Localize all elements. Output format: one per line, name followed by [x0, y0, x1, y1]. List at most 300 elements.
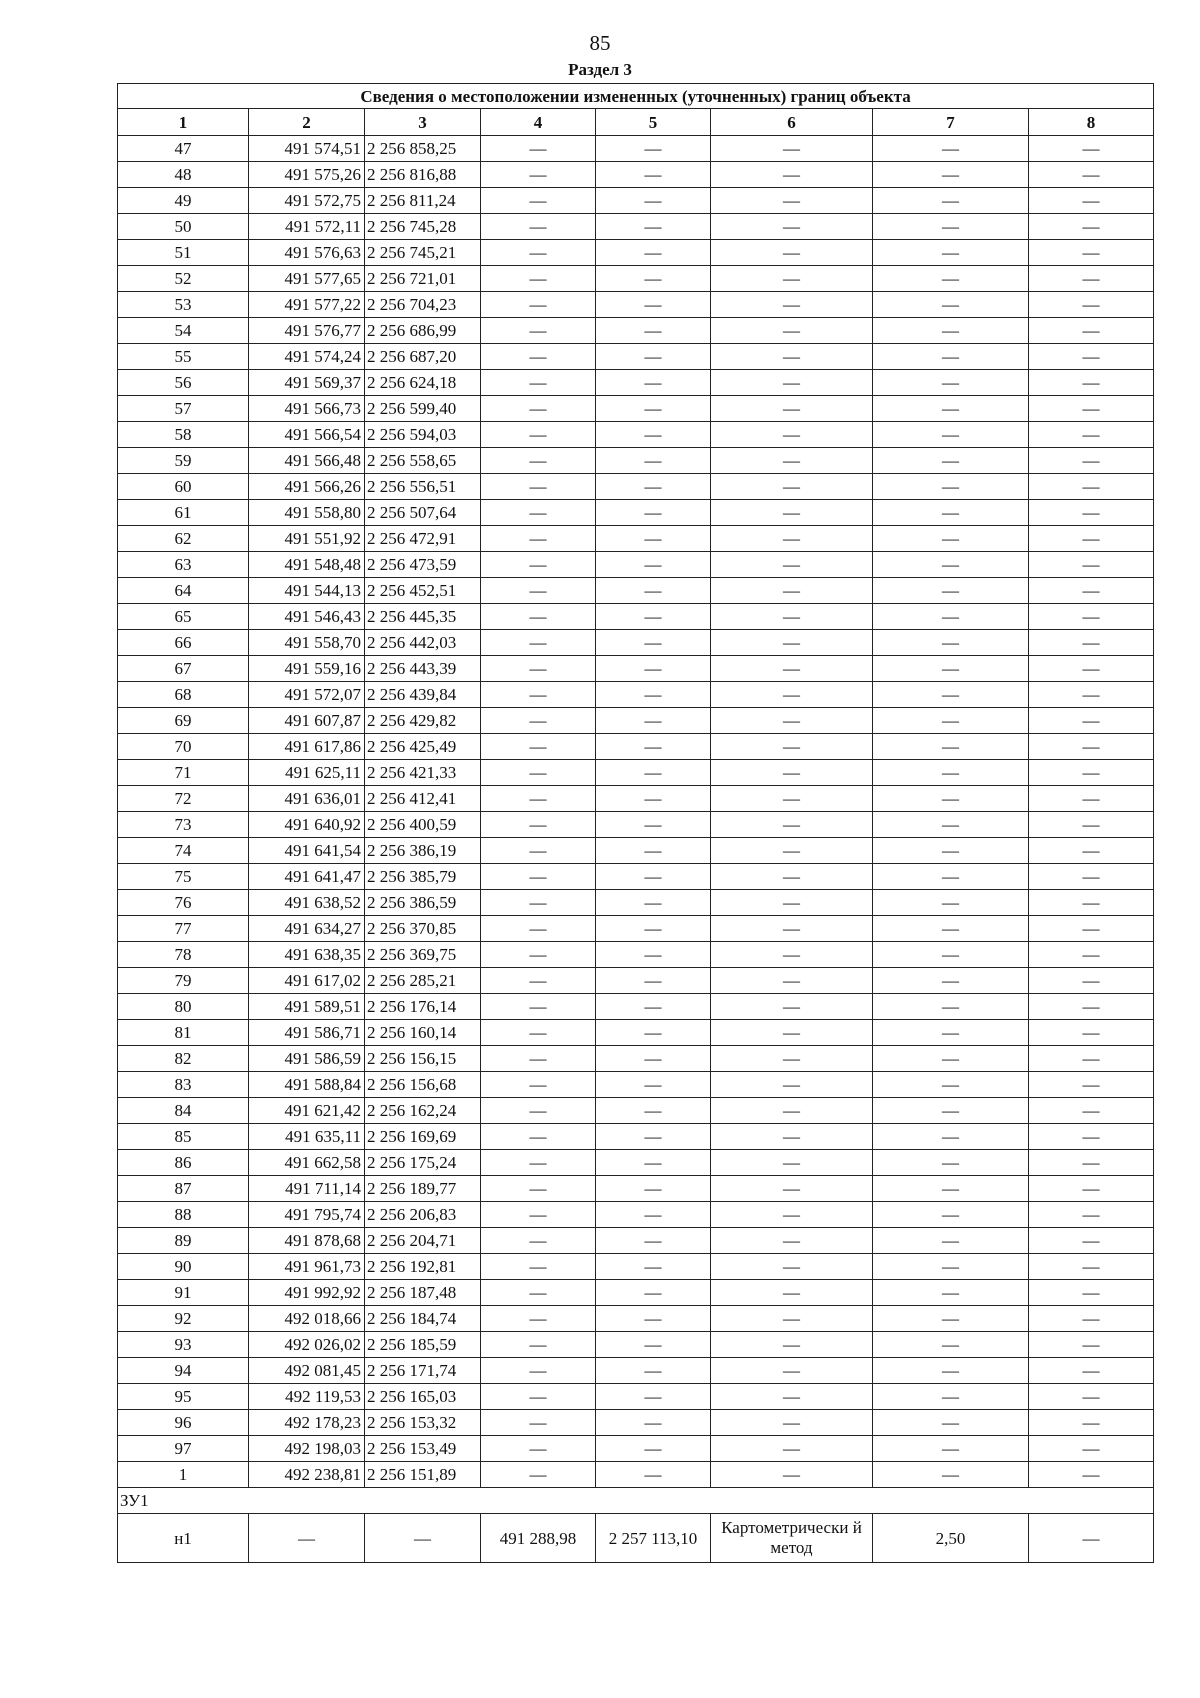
- coordinate-x: 491 574,24: [249, 344, 365, 370]
- empty-cell: —: [873, 1254, 1029, 1280]
- point-number: 79: [118, 968, 249, 994]
- coordinate-x: 491 576,77: [249, 318, 365, 344]
- empty-cell: —: [1029, 448, 1154, 474]
- table-row: [118, 604, 1154, 630]
- coordinate-y: 2 256 686,99: [365, 318, 481, 344]
- empty-cell: —: [481, 812, 596, 838]
- empty-cell: —: [711, 1124, 873, 1150]
- coordinate-x: 491 621,42: [249, 1098, 365, 1124]
- empty-cell: —: [873, 1228, 1029, 1254]
- empty-cell: —: [873, 1410, 1029, 1436]
- empty-cell: —: [481, 578, 596, 604]
- empty-cell: —: [711, 448, 873, 474]
- column-header: 5: [596, 109, 711, 136]
- empty-cell: —: [596, 864, 711, 890]
- empty-cell: —: [1029, 266, 1154, 292]
- empty-cell: —: [873, 1462, 1029, 1488]
- column-header: 6: [711, 109, 873, 136]
- empty-cell: —: [873, 630, 1029, 656]
- empty-cell: —: [1029, 526, 1154, 552]
- method-cell: Картометрически й метод: [711, 1514, 873, 1563]
- empty-cell: —: [1029, 890, 1154, 916]
- empty-cell: —: [873, 422, 1029, 448]
- empty-cell: —: [596, 578, 711, 604]
- empty-cell: —: [596, 1462, 711, 1488]
- empty-cell: —: [711, 1254, 873, 1280]
- empty-cell: —: [711, 1176, 873, 1202]
- coordinates-table: [117, 83, 1154, 1563]
- empty-cell: —: [596, 136, 711, 162]
- table-row: [118, 994, 1154, 1020]
- point-number: 92: [118, 1306, 249, 1332]
- empty-cell: —: [873, 578, 1029, 604]
- coordinate-x: 491 635,11: [249, 1124, 365, 1150]
- empty-cell: —: [711, 1332, 873, 1358]
- point-number: 63: [118, 552, 249, 578]
- coordinate-x: 491 617,86: [249, 734, 365, 760]
- empty-cell: —: [481, 344, 596, 370]
- empty-cell: —: [596, 292, 711, 318]
- coordinate-y: 2 256 156,15: [365, 1046, 481, 1072]
- empty-cell: —: [481, 1306, 596, 1332]
- empty-cell: —: [481, 1254, 596, 1280]
- empty-cell: —: [711, 916, 873, 942]
- empty-cell: —: [873, 1280, 1029, 1306]
- table-row: [118, 1020, 1154, 1046]
- empty-cell: —: [873, 734, 1029, 760]
- empty-cell: —: [481, 318, 596, 344]
- coordinate-y: 2 256 386,59: [365, 890, 481, 916]
- empty-cell: —: [873, 1098, 1029, 1124]
- coordinate-y: 2 256 185,59: [365, 1332, 481, 1358]
- empty-cell: —: [873, 292, 1029, 318]
- coordinate-y: 2 256 370,85: [365, 916, 481, 942]
- empty-cell: —: [481, 890, 596, 916]
- table-caption: Сведения о местоположении измененных (уточненных) границ объекта: [118, 84, 1154, 109]
- coordinate-x: 491 625,11: [249, 760, 365, 786]
- coordinate-x: 491 638,52: [249, 890, 365, 916]
- point-number: 64: [118, 578, 249, 604]
- empty-cell: —: [711, 318, 873, 344]
- empty-cell: —: [481, 1436, 596, 1462]
- empty-cell: —: [596, 1124, 711, 1150]
- point-number: 62: [118, 526, 249, 552]
- coordinate-y: 2 256 386,19: [365, 838, 481, 864]
- table-row: [118, 968, 1154, 994]
- empty-cell: —: [1029, 1046, 1154, 1072]
- empty-cell: —: [711, 500, 873, 526]
- empty-cell: —: [873, 474, 1029, 500]
- table-row: [118, 812, 1154, 838]
- coordinate-y: 2 257 113,10: [596, 1514, 711, 1563]
- coordinate-y: 2 256 151,89: [365, 1462, 481, 1488]
- empty-cell: —: [481, 604, 596, 630]
- empty-cell: —: [481, 1462, 596, 1488]
- empty-cell: —: [873, 656, 1029, 682]
- empty-cell: —: [481, 1384, 596, 1410]
- table-row: [118, 370, 1154, 396]
- coordinate-y: 2 256 443,39: [365, 656, 481, 682]
- point-number: 72: [118, 786, 249, 812]
- empty-cell: —: [711, 344, 873, 370]
- empty-cell: —: [873, 188, 1029, 214]
- table-row: [118, 188, 1154, 214]
- empty-cell: —: [1029, 1254, 1154, 1280]
- coordinate-y: 2 256 594,03: [365, 422, 481, 448]
- point-number: 65: [118, 604, 249, 630]
- empty-cell: —: [1029, 812, 1154, 838]
- table-row: [118, 864, 1154, 890]
- empty-cell: —: [596, 1098, 711, 1124]
- table-row: [118, 344, 1154, 370]
- empty-cell: —: [481, 1098, 596, 1124]
- point-number: 52: [118, 266, 249, 292]
- empty-cell: —: [1029, 838, 1154, 864]
- coordinate-y: 2 256 556,51: [365, 474, 481, 500]
- empty-cell: —: [711, 656, 873, 682]
- point-number: 75: [118, 864, 249, 890]
- empty-cell: —: [711, 1150, 873, 1176]
- coordinate-y: 2 256 721,01: [365, 266, 481, 292]
- coordinate-x: 491 572,75: [249, 188, 365, 214]
- table-row: [118, 396, 1154, 422]
- coordinate-y: 2 256 369,75: [365, 942, 481, 968]
- column-header: 4: [481, 109, 596, 136]
- empty-cell: —: [596, 682, 711, 708]
- empty-cell: —: [1029, 864, 1154, 890]
- coordinate-x: 492 081,45: [249, 1358, 365, 1384]
- empty-cell: —: [1029, 552, 1154, 578]
- point-number: 47: [118, 136, 249, 162]
- table-row: [118, 708, 1154, 734]
- coordinate-x: 491 641,47: [249, 864, 365, 890]
- coordinate-x: 492 238,81: [249, 1462, 365, 1488]
- coordinate-y: 2 256 473,59: [365, 552, 481, 578]
- coordinate-x: 491 288,98: [481, 1514, 596, 1563]
- coordinate-y: 2 256 285,21: [365, 968, 481, 994]
- empty-cell: —: [1029, 708, 1154, 734]
- point-number: 93: [118, 1332, 249, 1358]
- point-number: 96: [118, 1410, 249, 1436]
- coordinate-x: 491 878,68: [249, 1228, 365, 1254]
- empty-cell: —: [873, 344, 1029, 370]
- empty-cell: —: [596, 1228, 711, 1254]
- empty-cell: —: [481, 136, 596, 162]
- coordinate-x: 491 566,73: [249, 396, 365, 422]
- accuracy-cell: 2,50: [873, 1514, 1029, 1563]
- coordinate-y: 2 256 165,03: [365, 1384, 481, 1410]
- empty-cell: —: [596, 786, 711, 812]
- point-number: 86: [118, 1150, 249, 1176]
- point-number: 56: [118, 370, 249, 396]
- empty-cell: —: [481, 708, 596, 734]
- empty-cell: —: [1029, 396, 1154, 422]
- empty-cell: —: [873, 786, 1029, 812]
- table-row: [118, 1514, 1154, 1563]
- coordinate-y: 2 256 442,03: [365, 630, 481, 656]
- coordinate-x: 491 617,02: [249, 968, 365, 994]
- empty-cell: —: [873, 1332, 1029, 1358]
- empty-cell: —: [711, 786, 873, 812]
- coordinate-x: 491 577,22: [249, 292, 365, 318]
- table-row: [118, 578, 1154, 604]
- coordinate-y: 2 256 162,24: [365, 1098, 481, 1124]
- coordinate-x: 491 566,54: [249, 422, 365, 448]
- coordinate-y: 2 256 452,51: [365, 578, 481, 604]
- coordinate-x: 491 711,14: [249, 1176, 365, 1202]
- empty-cell: —: [711, 760, 873, 786]
- empty-cell: —: [873, 838, 1029, 864]
- point-number: 55: [118, 344, 249, 370]
- coordinate-y: 2 256 704,23: [365, 292, 481, 318]
- empty-cell: —: [596, 214, 711, 240]
- table-row: [118, 1462, 1154, 1488]
- empty-cell: —: [873, 1436, 1029, 1462]
- empty-cell: —: [596, 344, 711, 370]
- empty-cell: —: [711, 240, 873, 266]
- empty-cell: —: [481, 916, 596, 942]
- empty-cell: —: [1029, 422, 1154, 448]
- empty-cell: —: [1029, 994, 1154, 1020]
- table-row: [118, 474, 1154, 500]
- point-number: 74: [118, 838, 249, 864]
- empty-cell: —: [481, 422, 596, 448]
- empty-cell: —: [711, 370, 873, 396]
- empty-cell: —: [873, 708, 1029, 734]
- table-row: [118, 890, 1154, 916]
- empty-cell: —: [596, 1280, 711, 1306]
- empty-cell: —: [596, 422, 711, 448]
- empty-cell: —: [711, 474, 873, 500]
- empty-cell: —: [1029, 604, 1154, 630]
- empty-cell: —: [481, 500, 596, 526]
- table-row: [118, 1254, 1154, 1280]
- empty-cell: —: [596, 396, 711, 422]
- empty-cell: —: [1029, 1436, 1154, 1462]
- point-number: 70: [118, 734, 249, 760]
- table-row: [118, 760, 1154, 786]
- empty-cell: —: [481, 1150, 596, 1176]
- empty-cell: —: [1029, 1332, 1154, 1358]
- empty-cell: —: [711, 1072, 873, 1098]
- empty-cell: —: [711, 1202, 873, 1228]
- group-row: [118, 1488, 1154, 1514]
- table-row: [118, 292, 1154, 318]
- empty-cell: —: [596, 994, 711, 1020]
- table-row: [118, 1150, 1154, 1176]
- empty-cell: —: [1029, 214, 1154, 240]
- empty-cell: —: [873, 214, 1029, 240]
- empty-cell: —: [711, 604, 873, 630]
- empty-cell: —: [1029, 188, 1154, 214]
- empty-cell: —: [596, 1202, 711, 1228]
- point-number: 89: [118, 1228, 249, 1254]
- empty-cell: —: [873, 916, 1029, 942]
- empty-cell: —: [481, 656, 596, 682]
- empty-cell: —: [873, 266, 1029, 292]
- empty-cell: —: [873, 942, 1029, 968]
- table-row: [118, 1358, 1154, 1384]
- empty-cell: —: [873, 1020, 1029, 1046]
- empty-cell: —: [873, 812, 1029, 838]
- coordinate-x: 491 961,73: [249, 1254, 365, 1280]
- coordinate-x: 491 638,35: [249, 942, 365, 968]
- coordinate-y: 2 256 184,74: [365, 1306, 481, 1332]
- coordinate-x: 492 198,03: [249, 1436, 365, 1462]
- empty-cell: —: [873, 448, 1029, 474]
- empty-cell: —: [1029, 1410, 1154, 1436]
- table-row: [118, 1384, 1154, 1410]
- coordinate-y: 2 256 745,28: [365, 214, 481, 240]
- coordinate-x: 491 607,87: [249, 708, 365, 734]
- empty-cell: —: [596, 1410, 711, 1436]
- column-header: 2: [249, 109, 365, 136]
- point-number: 69: [118, 708, 249, 734]
- coordinate-y: 2 256 385,79: [365, 864, 481, 890]
- coordinate-y: 2 256 507,64: [365, 500, 481, 526]
- empty-cell: —: [596, 708, 711, 734]
- table-body: [118, 136, 1154, 1488]
- coordinate-x: 491 548,48: [249, 552, 365, 578]
- empty-cell: —: [873, 162, 1029, 188]
- point-number: 80: [118, 994, 249, 1020]
- empty-cell: —: [596, 188, 711, 214]
- empty-cell: —: [711, 526, 873, 552]
- empty-cell: —: [596, 604, 711, 630]
- empty-cell: —: [873, 760, 1029, 786]
- empty-cell: —: [596, 1358, 711, 1384]
- empty-cell: —: [873, 1384, 1029, 1410]
- coordinate-x: 491 795,74: [249, 1202, 365, 1228]
- point-number: 68: [118, 682, 249, 708]
- coordinate-x: 491 634,27: [249, 916, 365, 942]
- table-row: [118, 552, 1154, 578]
- empty-cell: —: [711, 1046, 873, 1072]
- empty-cell: —: [1029, 162, 1154, 188]
- empty-cell: —: [711, 682, 873, 708]
- point-number: 84: [118, 1098, 249, 1124]
- coordinate-y: 2 256 156,68: [365, 1072, 481, 1098]
- table-row: [118, 682, 1154, 708]
- empty-cell: —: [481, 1124, 596, 1150]
- empty-cell: —: [873, 396, 1029, 422]
- coordinate-y: 2 256 400,59: [365, 812, 481, 838]
- coordinate-y: 2 256 599,40: [365, 396, 481, 422]
- point-number: 51: [118, 240, 249, 266]
- empty-cell: —: [711, 994, 873, 1020]
- empty-cell: —: [711, 396, 873, 422]
- coordinate-x: 491 546,43: [249, 604, 365, 630]
- point-number: 67: [118, 656, 249, 682]
- empty-cell: —: [1029, 968, 1154, 994]
- table-row: [118, 500, 1154, 526]
- empty-cell: —: [596, 968, 711, 994]
- coordinate-y: 2 256 429,82: [365, 708, 481, 734]
- empty-cell: —: [711, 136, 873, 162]
- empty-cell: —: [711, 552, 873, 578]
- table-row: [118, 1306, 1154, 1332]
- empty-cell: —: [1029, 682, 1154, 708]
- empty-cell: —: [1029, 916, 1154, 942]
- empty-cell: —: [596, 370, 711, 396]
- table-row: [118, 1046, 1154, 1072]
- empty-cell: —: [481, 760, 596, 786]
- empty-cell: —: [1029, 1072, 1154, 1098]
- point-number: 91: [118, 1280, 249, 1306]
- coordinate-x: 491 641,54: [249, 838, 365, 864]
- empty-cell: —: [1029, 500, 1154, 526]
- empty-cell: —: [711, 188, 873, 214]
- coordinate-x: 491 640,92: [249, 812, 365, 838]
- coordinate-y: 2 256 745,21: [365, 240, 481, 266]
- coordinate-y: 2 256 175,24: [365, 1150, 481, 1176]
- empty-cell: —: [596, 630, 711, 656]
- table-row: [118, 214, 1154, 240]
- empty-cell: —: [873, 552, 1029, 578]
- empty-cell: —: [1029, 630, 1154, 656]
- coordinate-y: 2 256 858,25: [365, 136, 481, 162]
- point-number: 66: [118, 630, 249, 656]
- point-number: 49: [118, 188, 249, 214]
- empty-cell: —: [596, 942, 711, 968]
- coordinate-y: 2 256 421,33: [365, 760, 481, 786]
- empty-cell: —: [1029, 240, 1154, 266]
- empty-cell: —: [1029, 318, 1154, 344]
- empty-cell: —: [873, 994, 1029, 1020]
- empty-cell: —: [711, 1410, 873, 1436]
- empty-cell: —: [711, 942, 873, 968]
- empty-cell: —: [711, 864, 873, 890]
- coordinate-x: 491 566,26: [249, 474, 365, 500]
- empty-cell: —: [596, 656, 711, 682]
- coordinate-x: 492 018,66: [249, 1306, 365, 1332]
- empty-cell: —: [711, 1358, 873, 1384]
- empty-cell: —: [1029, 1124, 1154, 1150]
- empty-cell: —: [481, 994, 596, 1020]
- empty-cell: —: [1029, 1150, 1154, 1176]
- coordinate-y: 2 256 169,69: [365, 1124, 481, 1150]
- empty-cell: —: [873, 1150, 1029, 1176]
- empty-cell: —: [873, 1046, 1029, 1072]
- empty-cell: —: [711, 630, 873, 656]
- empty-cell: —: [711, 734, 873, 760]
- point-number: 1: [118, 1462, 249, 1488]
- empty-cell: —: [873, 370, 1029, 396]
- empty-cell: —: [873, 1202, 1029, 1228]
- table-row: [118, 448, 1154, 474]
- empty-cell: —: [711, 578, 873, 604]
- empty-cell: —: [481, 526, 596, 552]
- point-number: 54: [118, 318, 249, 344]
- page-number: 85: [589, 31, 611, 55]
- point-number: 81: [118, 1020, 249, 1046]
- coordinate-y: 2 256 153,49: [365, 1436, 481, 1462]
- empty-cell: —: [249, 1514, 365, 1563]
- empty-cell: —: [873, 526, 1029, 552]
- empty-cell: —: [596, 266, 711, 292]
- point-number: 77: [118, 916, 249, 942]
- coordinate-x: 491 575,26: [249, 162, 365, 188]
- empty-cell: —: [711, 1306, 873, 1332]
- empty-cell: —: [481, 864, 596, 890]
- point-number: н1: [118, 1514, 249, 1563]
- coordinate-y: 2 256 816,88: [365, 162, 481, 188]
- empty-cell: —: [481, 552, 596, 578]
- column-header: 7: [873, 109, 1029, 136]
- empty-cell: —: [481, 1046, 596, 1072]
- empty-cell: —: [596, 1176, 711, 1202]
- table-row: [118, 942, 1154, 968]
